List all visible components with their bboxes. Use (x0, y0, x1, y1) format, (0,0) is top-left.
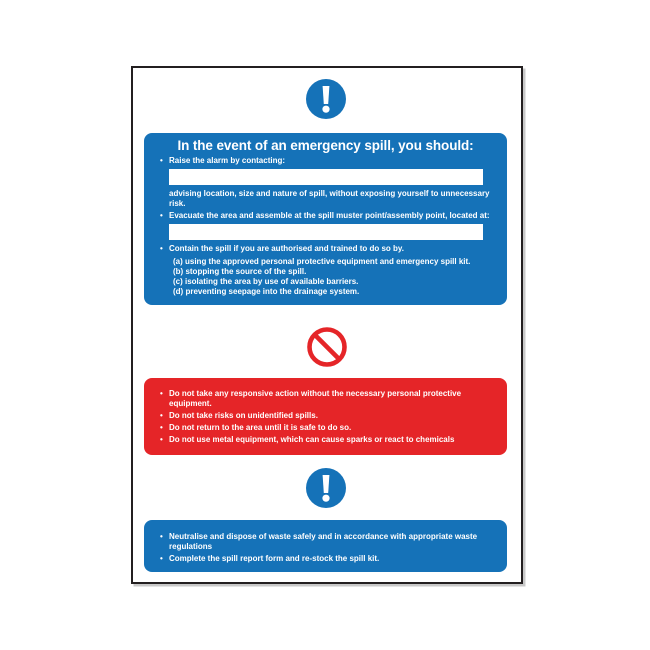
contact-write-in-box (169, 169, 483, 185)
prohibition-text: Do not take risks on unidentified spills. (169, 411, 318, 420)
instruction-text: Raise the alarm by contacting: (169, 156, 286, 165)
mandatory-exclamation-icon (306, 79, 346, 119)
bullet-icon: • (160, 244, 163, 253)
contain-sub-item: (c) isolating the area by use of available barriers. (173, 277, 359, 286)
final-action-item (159, 554, 492, 564)
instruction-advising: advising location, size and nature of spill, without exposing yourself to unnecessary risk. (169, 189, 490, 208)
prohibition-item (159, 435, 492, 445)
prohibition-text: Do not use metal equipment, which can cause sparks or react to chemicals (169, 435, 455, 444)
prohibition-item (159, 389, 492, 409)
location-write-in-box (169, 224, 483, 240)
contain-sub-list (159, 257, 492, 297)
prohibition-text: Do not return to the area until it is safe to do so. (169, 423, 352, 432)
contain-sub-item: (d) preventing seepage into the drainage system. (173, 287, 360, 296)
bullet-icon: • (160, 156, 163, 165)
sign-title: In the event of an emergency spill, you should: (177, 138, 474, 153)
prohibition-icon (307, 327, 347, 367)
prohibition-text: Do not take any responsive action without the necessary personal protective equipment. (169, 389, 462, 408)
bullet-icon: • (160, 554, 163, 563)
prohibition-item (159, 423, 492, 433)
final-actions-panel (144, 520, 507, 572)
prohibition-item (159, 411, 492, 421)
bullet-icon: • (160, 211, 163, 220)
instruction-raise-alarm (159, 156, 492, 166)
emergency-instructions-panel (144, 133, 507, 305)
prohibitions-panel (144, 378, 507, 455)
bullet-icon: • (160, 435, 163, 444)
final-action-item (159, 532, 492, 552)
final-action-text: Complete the spill report form and re-stock the spill kit. (169, 554, 380, 563)
safety-sign-board (131, 66, 523, 584)
mandatory-exclamation-icon (306, 468, 346, 508)
final-action-text: Neutralise and dispose of waste safely and in accordance with appropriate waste regulations (169, 532, 478, 551)
contain-sub-item: (b) stopping the source of the spill. (173, 267, 307, 276)
bullet-icon: • (160, 423, 163, 432)
bullet-icon: • (160, 389, 163, 398)
contain-sub-item: (a) using the approved personal protective equipment and emergency spill kit. (173, 257, 471, 266)
bullet-icon: • (160, 411, 163, 420)
instruction-text: Evacuate the area and assemble at the spill muster point/assembly point, located at: (169, 211, 490, 220)
instruction-evacuate (159, 211, 492, 221)
instruction-text: Contain the spill if you are authorised and trained to do so by. (169, 244, 404, 253)
instruction-contain (159, 244, 492, 254)
bullet-icon: • (160, 532, 163, 541)
